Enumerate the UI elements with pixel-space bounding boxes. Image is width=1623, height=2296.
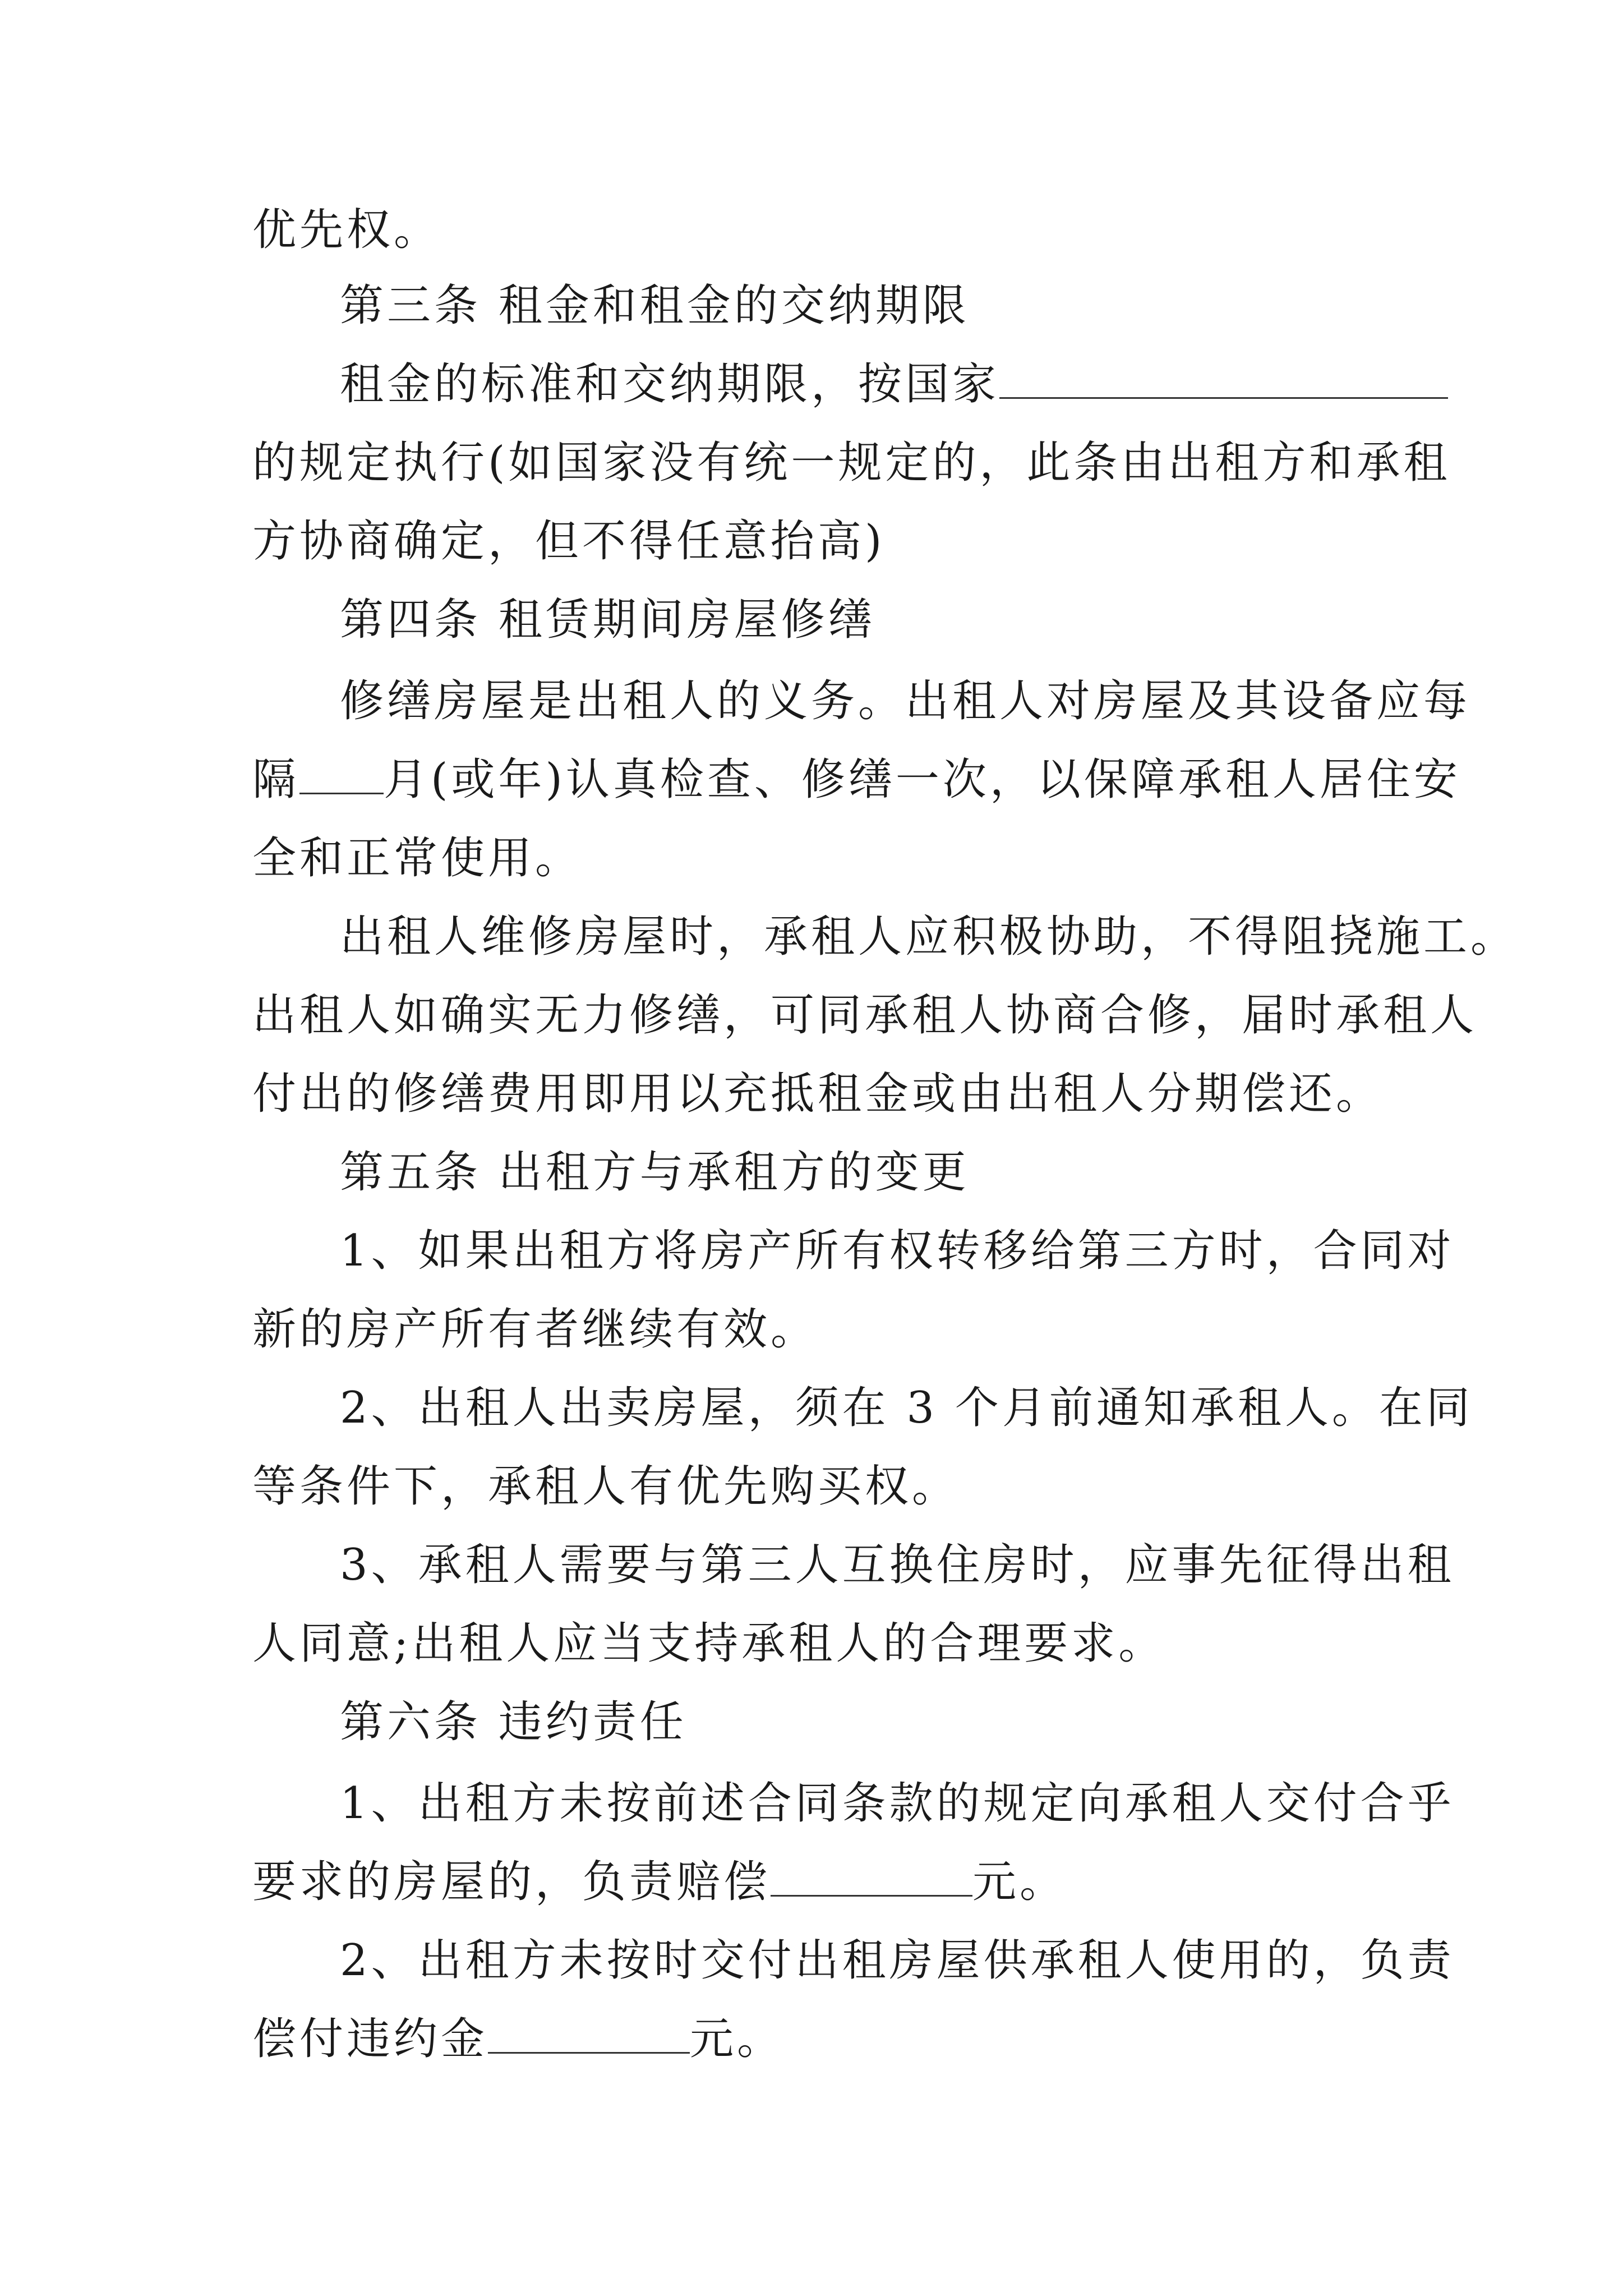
text-line: 方协商确定，但不得任意抬高) [252,516,886,567]
text-line: 隔 月(或年)认真检查、修缮一次，以保障承租人居住安 [252,754,1461,805]
text-line: 等条件下，承租人有优先购买权。 [252,1461,960,1512]
text-line: 全和正常使用。 [252,833,583,884]
fill-in-blank [771,1856,972,1897]
text-line: 新的房产所有者继续有效。 [252,1304,818,1355]
text-line: 2、出租人出卖房屋，须在 3 个月前通知承租人。在同 [340,1383,1473,1433]
section-heading-5: 第五条 出租方与承租方的变更 [340,1147,970,1198]
text-line: 付出的修缮费用即用以充抵租金或由出租人分期偿还。 [252,1069,1384,1119]
text-line: 1、如果出租方将房产所有权转移给第三方时，合同对 [340,1226,1455,1276]
text-line: 偿付违约金 元。 [252,2014,785,2064]
text-line: 优先权。 [252,205,441,255]
text-line: 的规定执行(如国家没有统一规定的，此条由出租方和承租 [252,438,1451,488]
section-heading-6: 第六条 违约责任 [340,1697,687,1747]
section-heading-3: 第三条 租金和租金的交纳期限 [340,280,970,331]
fill-in-blank [999,358,1448,399]
text-line: 修缮房屋是出租人的义务。出租人对房屋及其设备应每 [340,676,1471,726]
section-heading-4: 第四条 租赁期间房屋修缮 [340,595,875,645]
text-line: 租金的标准和交纳期限，按国家 [340,353,1448,415]
text-line: 出租人维修房屋时，承租人应积极协助，不得阻挠施工。 [340,912,1518,962]
text-line: 1、出租方未按前述合同条款的规定向承租人交付合乎 [340,1778,1455,1829]
text-line: 2、出租方未按时交付出租房屋供承租人使用的，负责 [340,1935,1455,1986]
text-line: 3、承租人需要与第三人互换住房时，应事先征得出租 [340,1540,1455,1590]
fill-in-blank [488,2013,690,2054]
text-line: 人同意;出租人应当支持承租人的合理要求。 [252,1618,1166,1669]
fill-in-blank [299,753,384,794]
text-line: 要求的房屋的，负责赔偿 元。 [252,1857,1067,1907]
text-line: 出租人如确实无力修缮，可同承租人协商合修，届时承租人 [252,990,1478,1041]
